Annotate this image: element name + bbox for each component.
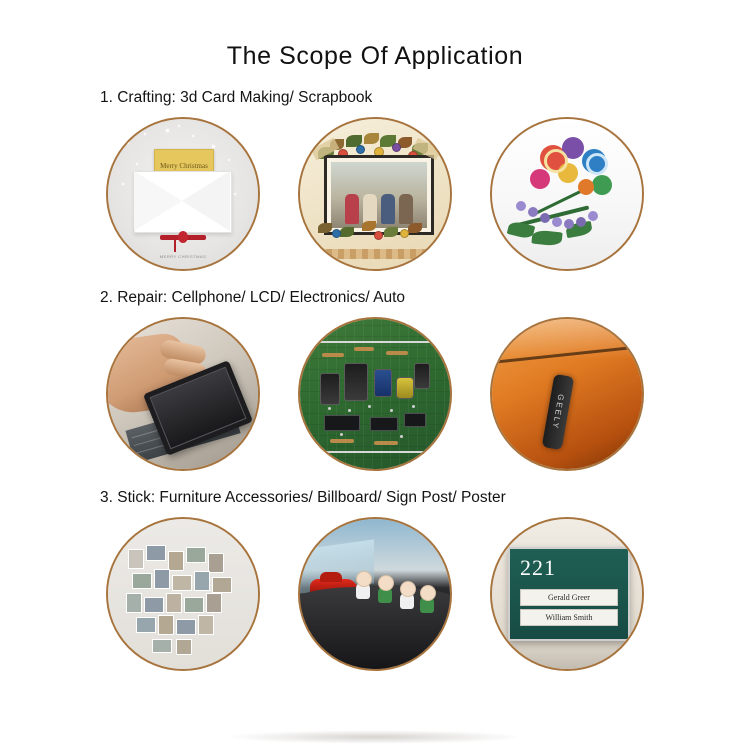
red-ribbon bbox=[160, 235, 206, 240]
image-car-dashboard-toys bbox=[298, 517, 452, 671]
image-quilling-paper-flowers bbox=[490, 117, 644, 271]
section-heading-crafting: 1. Crafting: 3d Card Making/ Scrapbook bbox=[100, 89, 373, 106]
image-row-repair bbox=[0, 317, 750, 471]
door-sign-plate bbox=[508, 547, 630, 641]
ribbon-tail bbox=[174, 240, 176, 252]
door-number: 221 bbox=[520, 555, 556, 580]
envelope-flap-right bbox=[182, 171, 230, 231]
section-repair bbox=[0, 289, 750, 471]
image-row-stick bbox=[0, 517, 750, 671]
door-handle bbox=[542, 374, 575, 450]
scrapbook-border-strip bbox=[308, 249, 438, 259]
image-door-number-sign bbox=[490, 517, 644, 671]
image-cellphone-lcd-screen-repair bbox=[106, 317, 260, 471]
image-christmas-envelope-card bbox=[106, 117, 260, 271]
section-heading-repair: 2. Repair: Cellphone/ LCD/ Electronics/ Auto bbox=[100, 289, 405, 306]
name-plate-line-2: William Smith bbox=[520, 609, 618, 626]
page-bottom-shadow bbox=[225, 730, 525, 744]
image-row-crafting bbox=[0, 117, 750, 271]
section-stick bbox=[0, 489, 750, 671]
envelope-flap-left bbox=[134, 171, 182, 231]
scrapbook-flourish bbox=[312, 219, 436, 253]
section-crafting bbox=[0, 89, 750, 271]
image-green-circuit-board bbox=[298, 317, 452, 471]
name-plate-line-1: Gerald Greer bbox=[520, 589, 618, 606]
card-line-1: Merry Christmas bbox=[160, 162, 208, 170]
image-car-door-handle bbox=[490, 317, 644, 471]
handle-brand-label: GEELY bbox=[550, 393, 566, 431]
page-title: The Scope Of Application bbox=[226, 42, 524, 70]
wall-shadow bbox=[492, 639, 642, 669]
section-heading-stick: 3. Stick: Furniture Accessories/ Billboard/ Sign Post/ Poster bbox=[100, 489, 506, 506]
image-photo-wall-collage bbox=[106, 517, 260, 671]
image-scrapbook-page-layout bbox=[298, 117, 452, 271]
card-caption: MERRY CHRISTMAS bbox=[159, 254, 207, 259]
